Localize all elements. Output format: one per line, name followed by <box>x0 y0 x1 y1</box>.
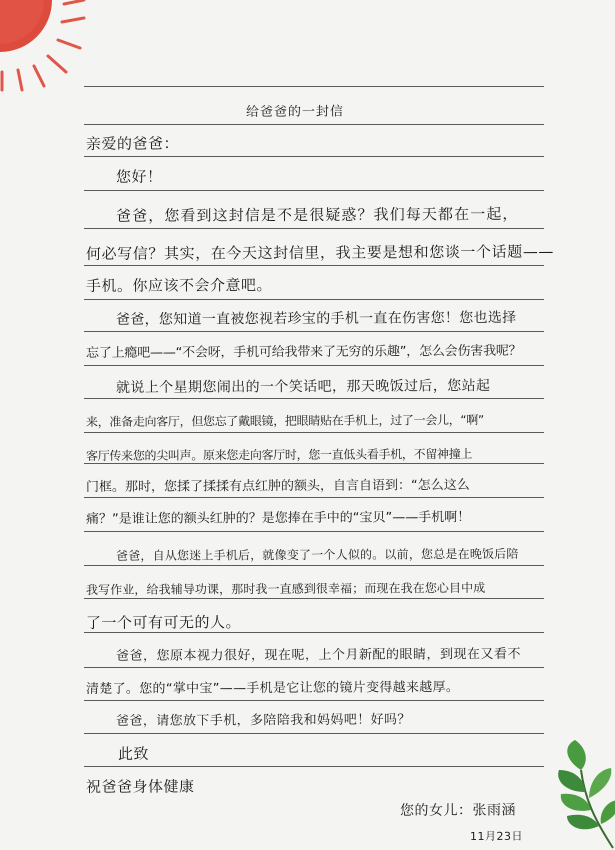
body-line: 爸爸，您知道一直被您视若珍宝的手机一直在伤害您！您也选择 <box>115 309 517 328</box>
greeting: 亲爱的爸爸： <box>85 134 180 153</box>
closing: 此致 <box>117 744 150 763</box>
wish: 祝爸爸身体健康 <box>85 777 195 796</box>
body-line: 爸爸，请您放下手机，多陪陪我和妈妈吧！好吗？ <box>115 712 411 729</box>
body-line: 爸爸，您看到这封信是不是很疑惑？我们每天都在一起， <box>115 204 519 225</box>
body-line: 客厅传来您的尖叫声。原来您走向客厅时，您一直低头看手机，不留神撞上 <box>85 446 473 463</box>
body-line: 爸爸，自从您迷上手机后，就像变了一个人似的。以前，您总是在晚饭后陪 <box>115 546 519 563</box>
letter-title: 给爸爸的一封信 <box>245 104 345 120</box>
body-line: 清楚了。您的“掌中宝”——手机是它让您的镜片变得越来越厚。 <box>85 680 460 697</box>
body-line: 门框。那时，您揉了揉揉有点红肿的额头，自言自语到：“怎么这么 <box>85 477 470 495</box>
salutation: 您好！ <box>115 167 163 186</box>
signature: 您的女儿：张雨涵 <box>399 802 517 819</box>
leaves-drawing-icon <box>525 740 615 850</box>
body-line: 爸爸，您原本视力很好，现在呢，上个月新配的眼睛，到现在又看不 <box>115 646 522 664</box>
body-line: 痛？”是谁让您的额头红肿的？是您捧在手中的“宝贝”——手机啊！ <box>85 509 471 527</box>
body-line: 何必写信？其实，在今天这封信里，我主要是想和您谈一个话题—— <box>85 242 555 263</box>
body-line: 我写作业，给我辅导功课，那时我一直感到很幸福；而现在我在您心目中成 <box>85 580 486 597</box>
sun-drawing-icon <box>0 0 120 95</box>
body-line: 忘了上瘾吧——“不会呀，手机可给我带来了无穷的乐趣”，怎么会伤害我呢？ <box>85 343 522 361</box>
date: 11月23日 <box>469 829 524 843</box>
body-line: 了一个可有可无的人。 <box>85 613 242 632</box>
body-line: 就说上个星期您闹出的一个笑话吧，那天晚饭过后，您站起 <box>115 378 491 396</box>
body-line: 手机。你应该不会介意吧。 <box>85 276 273 295</box>
body-line: 来，准备走向客厅，但您忘了戴眼镜，把眼睛贴在手机上，过了一会儿，“啊” <box>85 412 484 429</box>
